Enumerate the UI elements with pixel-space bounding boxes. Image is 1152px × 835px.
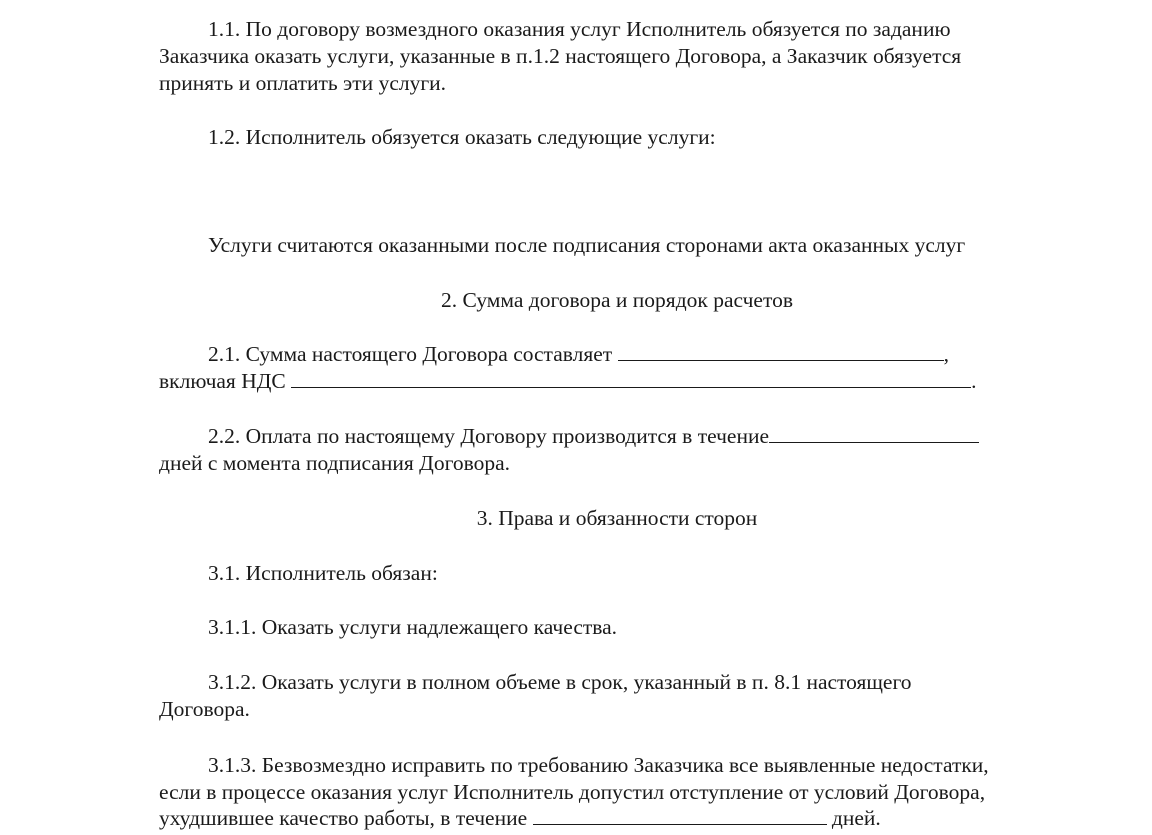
clause-3-1-3-line-1: 3.1.3. Безвозмездно исправить по требованию Заказчика все выявленные недостатки, <box>208 753 989 777</box>
section-2-title: 2. Сумма договора и порядок расчетов <box>441 288 793 312</box>
clause-1-1-line-3: принять и оплатить эти услуги. <box>159 71 447 95</box>
clause-3-1-3-text: ухудшившее качество работы, в течение <box>159 806 533 830</box>
clause-1-1-line-1: 1.1. По договору возмездного оказания услуг Исполнитель обязуется по заданию <box>208 17 951 41</box>
services-completion-note: Услуги считаются оказанными после подписания сторонами акта оказанных услуг <box>208 233 966 257</box>
clause-3-1-3-line-3 <box>159 805 881 832</box>
vat-amount-blank[interactable] <box>291 369 971 388</box>
clause-3-1-3-line-2: если в процессе оказания услуг Исполнитель допустил отступление от условий Договора, <box>159 780 986 804</box>
clause-2-2-line-1 <box>208 423 979 450</box>
clause-3-1-2-line-1: 3.1.2. Оказать услуги в полном объеме в срок, указанный в п. 8.1 настоящего <box>208 670 912 694</box>
clause-2-1-period: . <box>971 369 977 393</box>
defect-fix-days-blank[interactable] <box>533 806 827 825</box>
contract-amount-blank[interactable] <box>618 342 944 361</box>
clause-2-2-text: 2.2. Оплата по настоящему Договору производится в течение <box>208 424 770 448</box>
days-label: дней. <box>826 806 881 830</box>
clause-2-1-text: 2.1. Сумма настоящего Договора составляет <box>208 342 618 366</box>
clause-3-1-1: 3.1.1. Оказать услуги надлежащего качества. <box>208 615 618 639</box>
vat-label: включая НДС <box>159 369 292 393</box>
clause-2-2-line-2: дней с момента подписания Договора. <box>159 451 511 475</box>
payment-term-blank[interactable] <box>769 424 979 443</box>
clause-3-1: 3.1. Исполнитель обязан: <box>208 561 438 585</box>
clause-2-1-line-1 <box>208 341 949 368</box>
clause-3-1-2-line-2: Договора. <box>159 697 250 721</box>
clause-2-1-line-2 <box>159 368 976 395</box>
clause-2-1-comma: , <box>943 342 949 366</box>
clause-1-2: 1.2. Исполнитель обязуется оказать следующие услуги: <box>208 125 716 149</box>
section-3-title: 3. Права и обязанности сторон <box>476 506 758 530</box>
clause-1-1-line-2: Заказчика оказать услуги, указанные в п.1.2 настоящего Договора, а Заказчик обязуется <box>159 44 962 68</box>
